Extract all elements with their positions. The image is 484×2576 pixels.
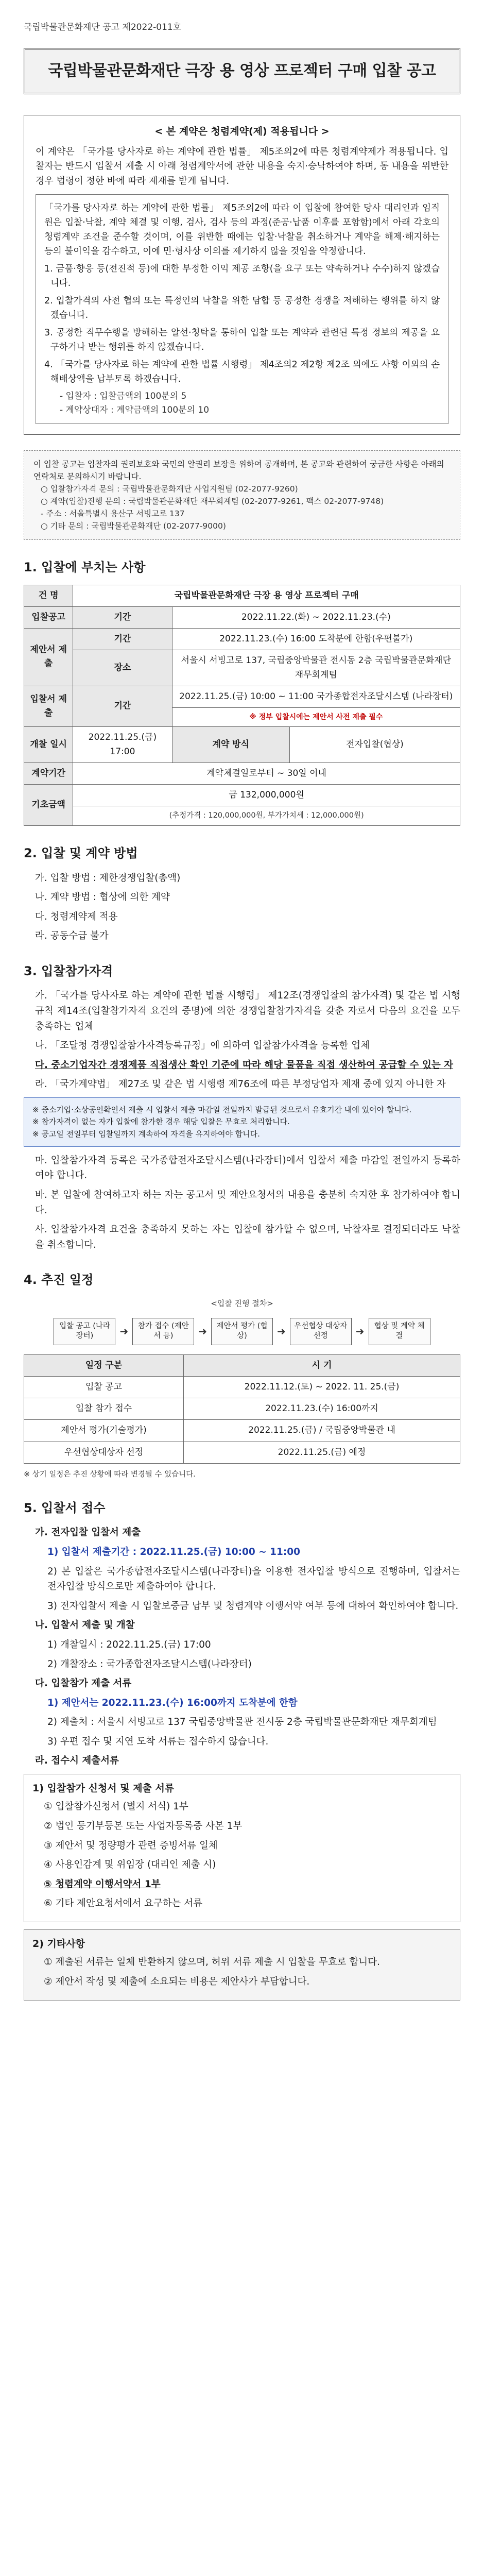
notice-line: ※ 참가자격이 없는 자가 입찰에 참가한 경우 해당 입찰은 무효로 처리합니다. <box>32 1117 290 1127</box>
list-item: 2) 제출처 : 서울시 서빙고로 137 국립중앙박물관 전시동 2층 국립박물관문화재단 재무회계팀 <box>47 1717 437 1728</box>
subsection-heading: 라. 접수시 제출서류 <box>35 1755 119 1767</box>
integrity-heading: < 본 계약은 청렴계약(제) 적용됩니다 > <box>154 126 330 138</box>
flow-step: 제안서 평가 (협상) <box>211 1318 273 1345</box>
table-row <box>24 607 460 629</box>
row-sublabel: 장소 <box>73 650 172 686</box>
required-title: 1) 입찰참가 신청서 및 제출 서류 <box>32 1783 175 1794</box>
process-flow <box>24 1318 460 1345</box>
row-value: 전자입찰(협상) <box>289 727 460 762</box>
row-value: 계약체결일로부터 ~ 30일 이내 <box>73 762 460 784</box>
row-sublabel: 기간 <box>73 686 172 727</box>
integrity-terms-list <box>44 262 440 386</box>
integrity-term: 2. 입찰가격의 사전 협의 또는 특정인의 낙찰을 위한 담합 등 공정한 경쟁을 저해하는 행위를 하지 않겠습니다. <box>44 295 440 320</box>
integrity-contract-box <box>24 115 460 435</box>
table-row <box>24 1442 460 1463</box>
row-value: 2022.11.23.(수) 16:00 도착분에 한함(우편불가) <box>172 629 460 650</box>
table-row <box>24 1398 460 1420</box>
list-item: 다. 중소기업자간 경쟁제품 직접생산 확인 기준에 따라 해당 물품을 직접 생산하여 공급할 수 있는 자 <box>35 1059 454 1071</box>
list-item: 나. 「조달청 경쟁입찰참가자격등록규정」에 의하여 입찰참가자격을 등록한 업체 <box>35 1040 370 1052</box>
notice-number: 국립박물관문화재단 공고 제2022-011호 <box>24 22 182 32</box>
list-item: ⑥ 기타 제안요청서에서 요구하는 서류 <box>44 1898 203 1909</box>
list-item: 1) 제안서는 2022.11.23.(수) 16:00까지 도착분에 한함 <box>47 1697 298 1708</box>
integrity-terms-intro: 「국가를 당사자로 하는 계약에 관한 법률」 제5조의2에 따라 이 입찰에 참여한 당사 대리인과 임직원은 입찰·낙찰, 계약 체결 및 이행, 검사, 검사 등의 과정(준공·납품 이후를 포함함)에서 아래 각호의 청렴계약 조건을 준수할 것이며, 이를 위반한 때에는 입찰·낙찰을 취소하거나 계약을 해제·해지하는 등의 불이익을 감수하고, 이에 민·형사상 이의를 제기하지 않을 것임을 약정합니다. <box>44 202 440 257</box>
table-row <box>24 686 460 707</box>
table-header-row <box>24 1354 460 1376</box>
section-heading: 4. 추진 일정 <box>24 1273 94 1287</box>
integrity-term: 4. 「국가를 당사자로 하는 계약에 관한 법률 시행령」 제4조의2 제2항 제2조 외에도 사항 이외의 손해배상액을 납부토록 하겠습니다. <box>44 359 440 384</box>
integrity-term: 1. 금품·향응 등(전진적 등)에 대한 부정한 이익 제공 조항(을 요구 또는 약속하거나 수수)하지 않겠습니다. <box>44 263 440 289</box>
list-item: 가. 「국가를 당사자로 하는 계약에 관한 법률 시행령」 제12조(경쟁입찰의 참가자격) 및 같은 법 시행규칙 제14조(입찰참가자격 요건의 증명)에 의한 경쟁입찰참가자격을 갖춘 자로서 다음의 요건을 모두 충족하는 업체 <box>35 990 460 1032</box>
row-sublabel: 계약 방식 <box>172 727 289 762</box>
page-title: 국립박물관문화재단 극장 용 영상 프로젝터 구매 입찰 공고 <box>24 48 460 94</box>
qualification-notice <box>24 1097 460 1147</box>
row-sublabel: 기간 <box>73 607 172 629</box>
row-label: 입찰서 제출 <box>24 686 73 727</box>
list-item: 나. 계약 방법 : 협상에 의한 계약 <box>35 892 170 903</box>
list-item: 3) 우편 접수 및 지연 도착 서류는 접수하지 않습니다. <box>47 1736 269 1747</box>
list-item: 다. 청렴계약제 적용 <box>35 911 118 922</box>
required-documents-box <box>24 1774 460 1922</box>
contact-item: ○ 입찰참가자격 문의 : 국립박물관문화재단 사업지원팀 (02-2077-9260) <box>41 484 298 494</box>
contact-info-box <box>24 450 460 540</box>
list-item: 라. 「국가계약법」 제27조 및 같은 법 시행령 제76조에 따른 부정당업자 제재 중에 있지 아니한 자 <box>35 1079 446 1090</box>
list-item: 마. 입찰참가자격 등록은 국가종합전자조달시스템(나라장터)에서 입찰서 제출 마감일 전일까지 등록하여야 합니다. <box>35 1155 460 1181</box>
row-label: 계약기간 <box>24 762 73 784</box>
integrity-terms <box>36 194 448 424</box>
flow-step: 협상 및 계약 체결 <box>369 1318 430 1345</box>
row-label: 개찰 일시 <box>24 727 73 762</box>
row-note: ※ 정부 입찰시에는 제안서 사전 제출 필수 <box>172 707 460 726</box>
row-value: 금 132,000,000원 <box>73 784 460 806</box>
table-row <box>24 1377 460 1398</box>
list-item: 라. 공동수급 불가 <box>35 930 109 942</box>
list-item: 1) 입찰서 제출기간 : 2022.11.25.(금) 10:00 ~ 11:00 <box>47 1546 301 1557</box>
table-row <box>24 727 460 762</box>
column-header: 일정 구분 <box>24 1354 184 1376</box>
contact-item: - 주소 : 서울특별시 용산구 서빙고로 137 <box>41 509 185 519</box>
flow-step: 참가 접수 (제안서 등) <box>132 1318 194 1345</box>
row-label: 제안서 제출 <box>24 629 73 686</box>
table-row <box>24 650 460 686</box>
table-cell: 제안서 평가(기술평가) <box>24 1420 184 1442</box>
row-value: 2022.11.25.(금) 10:00 ~ 11:00 국가종합전자조달시스템 (나라장터) <box>172 686 460 707</box>
table-row <box>24 629 460 650</box>
bid-overview-table <box>24 585 460 826</box>
section-heading: 3. 입찰참가자격 <box>24 964 113 979</box>
section-heading: 2. 입찰 및 계약 방법 <box>24 846 138 861</box>
penalty-bidder: - 입찰자 : 입찰금액의 100분의 5 <box>60 391 187 401</box>
row-label: 건 명 <box>24 585 73 606</box>
list-item: 가. 전자입찰 입찰서 제출 <box>35 1527 141 1538</box>
list-item: 3) 전자입찰서 제출 시 입찰보증금 납부 및 청렴계약 이행서약 여부 등에 대하여 확인하여야 합니다. <box>47 1600 459 1612</box>
contact-item: ○ 기타 문의 : 국립박물관문화재단 (02-2077-9000) <box>41 521 226 531</box>
list-item: ② 법인 등기부등본 또는 사업자등록증 사본 1부 <box>44 1821 243 1832</box>
penalty-contractor: - 계약상대자 : 계약금액의 100분의 10 <box>60 405 210 416</box>
row-label: 기초금액 <box>24 784 73 825</box>
flow-step: 우선협상 대상자 선정 <box>290 1318 352 1345</box>
contact-item: ○ 계약(입찰)진행 문의 : 국립박물관문화재단 재무회계팀 (02-2077-9261, 팩스 02-2077-9748) <box>41 497 384 506</box>
table-row <box>24 585 460 606</box>
list-item: ④ 사용인감계 및 위임장 (대리인 제출 시) <box>44 1859 216 1871</box>
list-item: ⑤ 청렴계약 이행서약서 1부 <box>44 1878 161 1890</box>
arrow-right-icon: ➜ <box>355 1325 365 1338</box>
flow-caption: <입찰 진행 절차> <box>211 1298 273 1308</box>
table-cell: 입찰 참가 접수 <box>24 1398 184 1420</box>
schedule-note: ※ 상기 일정은 추진 상황에 따라 변경될 수 있습니다. <box>24 1470 196 1479</box>
table-cell: 2022.11.12.(토) ~ 2022. 11. 25.(금) <box>184 1377 460 1398</box>
table-row <box>24 806 460 826</box>
list-item: 다. 입찰참가 제출 서류 <box>35 1678 132 1689</box>
arrow-right-icon: ➜ <box>119 1325 129 1338</box>
row-detail: (추정가격 : 120,000,000원, 부가가치세 : 12,000,000원) <box>73 806 460 826</box>
list-item: 나. 입찰서 제출 및 개찰 <box>35 1620 135 1631</box>
section-heading: 1. 입찰에 부치는 사항 <box>24 560 146 575</box>
table-row <box>24 762 460 784</box>
row-value: 서울시 서빙고로 137, 국립중앙박물관 전시동 2층 국립박물관문화재단 재무회계팀 <box>172 650 460 686</box>
list-item: 2) 개찰장소 : 국가종합전자조달시스템(나라장터) <box>47 1658 252 1670</box>
list-item: 2) 본 입찰은 국가종합전자조달시스템(나라장터)을 이용한 전자입찰 방식으로 진행하며, 입찰서는 전자입찰 방식으로만 제출하여야 합니다. <box>47 1566 460 1592</box>
integrity-intro: 이 계약은 「국가를 당사자로 하는 계약에 관한 법률」 제5조의2에 따른 청렴계약제가 적용됩니다. 입찰자는 반드시 입찰서 제출 시 아래 청렴계약서에 관한 내용을 숙지·승낙하여야 하며, 동 내용을 위반한 경우 법령이 정한 바에 따라 제재를 받게 됩니다. <box>36 146 448 187</box>
table-row <box>24 1420 460 1442</box>
schedule-table <box>24 1354 460 1464</box>
list-item: 가. 입찰 방법 : 제한경쟁입찰(총액) <box>35 872 181 884</box>
arrow-right-icon: ➜ <box>277 1325 286 1338</box>
table-cell: 2022.11.23.(수) 16:00까지 <box>184 1398 460 1420</box>
list-item: 사. 입찰참가자격 요건을 충족하지 못하는 자는 입찰에 참가할 수 없으며, 낙찰자로 결정되더라도 낙찰을 취소합니다. <box>35 1224 460 1250</box>
notice-line: ※ 공고일 전일부터 입찰일까지 계속하여 자격을 유지하여야 합니다. <box>32 1129 260 1139</box>
row-value: 2022.11.22.(화) ~ 2022.11.23.(수) <box>172 607 460 629</box>
row-sublabel: 기간 <box>73 629 172 650</box>
table-cell: 입찰 공고 <box>24 1377 184 1398</box>
row-label: 입찰공고 <box>24 607 73 629</box>
notice-line: ※ 중소기업·소상공인확인서 제출 시 입찰서 제출 마감일 전일까지 발급된 것으로서 유효기간 내에 있어야 합니다. <box>32 1105 412 1114</box>
integrity-term: 3. 공정한 직무수행을 방해하는 알선·청탁을 통하여 입찰 또는 계약과 관련된 특정 정보의 제공을 요구하거나 받는 행위를 하지 않겠습니다. <box>44 327 440 352</box>
section-heading: 5. 입찰서 접수 <box>24 1500 106 1515</box>
list-item: ① 입찰참가신청서 (별지 서식) 1부 <box>44 1801 188 1812</box>
list-item: ① 제출된 서류는 일체 반환하지 않으며, 허위 서류 제출 시 입찰을 무효로 합니다. <box>44 1957 380 1968</box>
list-item: 1) 개찰일시 : 2022.11.25.(금) 17:00 <box>47 1639 211 1650</box>
list-item: 바. 본 입찰에 참여하고자 하는 자는 공고서 및 제안요청서의 내용을 충분히 숙지한 후 참가하여야 합니다. <box>35 1189 460 1216</box>
list-item: ② 제안서 작성 및 제출에 소요되는 비용은 제안사가 부담합니다. <box>44 1976 310 1987</box>
contact-lead: 이 입찰 공고는 입찰자의 권리보호와 국민의 알권리 보장을 위하여 공개하며, 본 공고와 관련하여 궁금한 사항은 아래의 연락처로 문의하시기 바랍니다. <box>33 460 444 482</box>
contact-list <box>41 483 451 532</box>
etc-title: 2) 기타사항 <box>32 1938 85 1950</box>
table-cell: 2022.11.25.(금) / 국립중앙박물관 내 <box>184 1420 460 1442</box>
arrow-right-icon: ➜ <box>198 1325 207 1338</box>
flow-step: 입찰 공고 (나라장터) <box>54 1318 115 1345</box>
table-cell: 2022.11.25.(금) 예정 <box>184 1442 460 1463</box>
table-cell: 우선협상대상자 선정 <box>24 1442 184 1463</box>
list-item: ③ 제안서 및 정량평가 관련 증빙서류 일체 <box>44 1840 218 1851</box>
row-value: 2022.11.25.(금) 17:00 <box>73 727 172 762</box>
table-row <box>24 784 460 806</box>
row-value: 국립박물관문화재단 극장 용 영상 프로젝터 구매 <box>73 585 460 606</box>
column-header: 시 기 <box>184 1354 460 1376</box>
etc-box <box>24 1929 460 2001</box>
